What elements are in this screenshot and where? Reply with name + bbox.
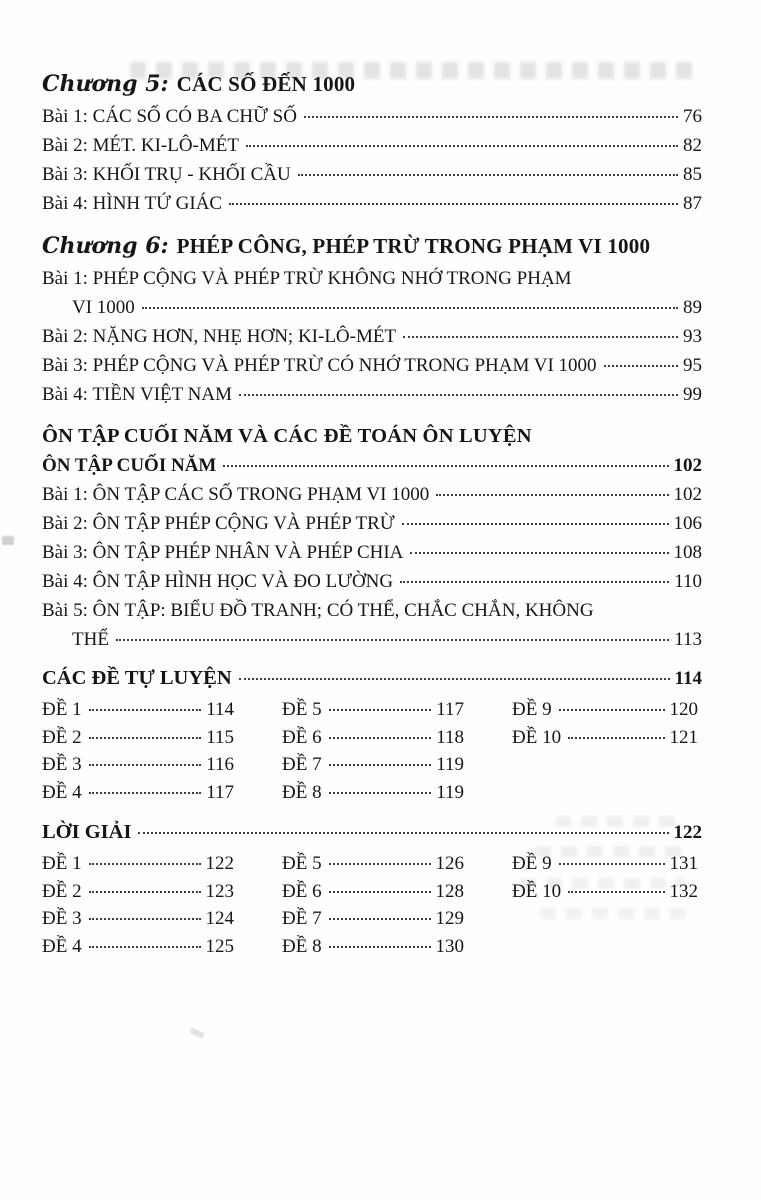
entry-page: 82: [683, 135, 702, 156]
dot-leader: [298, 174, 678, 176]
de-entry: ĐỀ 1 114: [42, 699, 234, 720]
de-entry: ĐỀ 6 128: [282, 880, 464, 902]
de-entry: ĐỀ 10 121: [512, 726, 698, 748]
entry-page: 108: [673, 542, 702, 563]
entry-label: VI 1000: [72, 297, 135, 318]
dot-leader: [229, 203, 678, 205]
entry-label: Bài 2: NẶNG HƠN, NHẸ HƠN; KI-LÔ-MÉT: [42, 326, 397, 347]
dot-leader: [89, 764, 202, 766]
entry-page: 89: [683, 297, 702, 318]
toc-entry: [42, 102, 702, 131]
dot-leader: [89, 918, 201, 920]
dot-leader: [246, 145, 678, 147]
dot-leader: [329, 764, 432, 766]
dot-leader: [402, 523, 669, 525]
toc-entry-continuation: [42, 293, 702, 322]
entry-page: 95: [683, 355, 702, 376]
entry-label: Bài 2: ÔN TẬP PHÉP CỘNG VÀ PHÉP TRỪ: [42, 513, 395, 534]
toc-entry: [42, 131, 702, 160]
entry-label: Bài 1: PHÉP CỘNG VÀ PHÉP TRỪ KHÔNG NHỚ TRONG PHẠM: [42, 268, 572, 289]
practice-col-1: [42, 696, 234, 806]
entry-label: Bài 5: ÔN TẬP: BIỂU ĐỒ TRANH; CÓ THỂ, CHẮC CHẮN, KHÔNG: [42, 600, 594, 621]
dot-leader: [142, 307, 678, 309]
dot-leader: [89, 891, 201, 893]
entry-label: Bài 2: MÉT. KI-LÔ-MÉT: [42, 135, 239, 156]
entry-label: Bài 3: PHÉP CỘNG VÀ PHÉP TRỪ CÓ NHỚ TRONG PHẠM VI 1000: [42, 355, 597, 376]
entry-page: 106: [673, 513, 702, 534]
practice-heading-row: [42, 664, 702, 693]
entry-label: Bài 3: ÔN TẬP PHÉP NHÂN VÀ PHÉP CHIA: [42, 542, 404, 563]
dot-leader: [329, 792, 432, 794]
entry-page: 87: [683, 193, 702, 214]
de-entry: ĐỀ 3 116: [42, 754, 234, 775]
entry-page: 122: [673, 822, 702, 843]
toc-content: [42, 56, 702, 960]
dot-leader: [138, 832, 668, 834]
toc-entry: [42, 160, 702, 189]
chapter-6-title: PHÉP CÔNG, PHÉP TRỪ TRONG PHẠM VI 1000: [176, 234, 651, 258]
de-entry: ĐỀ 9 131: [512, 853, 698, 874]
entry-page: 76: [683, 106, 702, 127]
review-subheading-row: [42, 451, 702, 480]
dot-leader: [559, 709, 665, 711]
dot-leader: [89, 709, 202, 711]
de-entry: ĐỀ 7 119: [282, 754, 464, 775]
de-entry: ĐỀ 4 125: [42, 935, 234, 957]
dot-leader: [329, 918, 431, 920]
solutions-col-2: [282, 850, 464, 960]
practice-col-3: [512, 696, 698, 806]
entry-page: 114: [674, 668, 702, 689]
dot-leader: [239, 394, 678, 396]
scan-smudge: [189, 1027, 204, 1038]
entry-label: ÔN TẬP CUỐI NĂM: [42, 455, 217, 476]
section-title: CÁC ĐỀ TỰ LUYỆN: [42, 667, 232, 689]
dot-leader: [400, 581, 669, 583]
de-entry: ĐỀ 2 123: [42, 880, 234, 902]
dot-leader: [403, 336, 678, 338]
dot-leader: [304, 116, 678, 118]
dot-leader: [89, 792, 202, 794]
entry-label: Bài 4: TIỀN VIỆT NAM: [42, 384, 232, 405]
dot-leader: [329, 946, 431, 948]
dot-leader: [116, 639, 669, 641]
dot-leader: [568, 737, 664, 739]
de-entry: ĐỀ 8 130: [282, 935, 464, 957]
dot-leader: [239, 678, 670, 680]
de-entry: ĐỀ 1 122: [42, 853, 234, 874]
de-entry: ĐỀ 8 119: [282, 781, 464, 803]
toc-entry: [42, 189, 702, 218]
entry-page: 113: [674, 629, 702, 650]
dot-leader: [329, 891, 431, 893]
toc-entry: [42, 480, 702, 509]
dot-leader: [89, 863, 201, 865]
section-title: LỜI GIẢI: [42, 821, 132, 843]
entry-label: Bài 4: ÔN TẬP HÌNH HỌC VÀ ĐO LƯỜNG: [42, 571, 394, 592]
review-section-heading: ÔN TẬP CUỐI NĂM VÀ CÁC ĐỀ TOÁN ÔN LUYỆN: [42, 425, 532, 447]
entry-page: 102: [673, 484, 702, 505]
entry-page: 85: [683, 164, 702, 185]
entry-label: THỂ: [72, 629, 109, 650]
solutions-col-3: [512, 850, 698, 960]
de-entry: ĐỀ 9 120: [512, 699, 698, 720]
de-entry: ĐỀ 4 117: [42, 781, 234, 803]
toc-entry: [42, 596, 702, 625]
chapter-6-prefix: Chương 6:: [42, 233, 169, 259]
dot-leader: [329, 709, 432, 711]
entry-label: Bài 3: KHỐI TRỤ - KHỐI CẦU: [42, 164, 291, 185]
solutions-heading-row: [42, 818, 702, 847]
chapter-5-title: CÁC SỐ ĐẾN 1000: [176, 72, 356, 96]
entry-page: 93: [683, 326, 702, 347]
scan-smudge: [2, 536, 14, 545]
de-entry: ĐỀ 7 129: [282, 908, 464, 929]
practice-col-2: [282, 696, 464, 806]
solutions-grid: [42, 850, 702, 960]
dot-leader: [559, 863, 665, 865]
solutions-col-1: [42, 850, 234, 960]
toc-entry: [42, 538, 702, 567]
entry-label: Bài 1: ÔN TẬP CÁC SỐ TRONG PHẠM VI 1000: [42, 484, 430, 505]
toc-entry: [42, 567, 702, 596]
dot-leader: [436, 494, 668, 496]
entry-page: 110: [674, 571, 702, 592]
de-entry: ĐỀ 3 124: [42, 908, 234, 929]
de-entry: ĐỀ 5 126: [282, 853, 464, 874]
de-entry: ĐỀ 6 118: [282, 726, 464, 748]
de-entry: ĐỀ 5 117: [282, 699, 464, 720]
toc-entry: [42, 509, 702, 538]
toc-entry-continuation: [42, 625, 702, 654]
dot-leader: [410, 552, 668, 554]
dot-leader: [329, 737, 432, 739]
dot-leader: [223, 465, 668, 467]
practice-grid: [42, 696, 702, 806]
entry-label: Bài 4: HÌNH TỨ GIÁC: [42, 193, 223, 214]
dot-leader: [89, 737, 202, 739]
entry-page: 102: [673, 455, 702, 476]
toc-entry: [42, 264, 702, 293]
dot-leader: [89, 946, 201, 948]
de-entry: ĐỀ 10 132: [512, 880, 698, 902]
de-entry: ĐỀ 2 115: [42, 726, 234, 748]
dot-leader: [329, 863, 431, 865]
chapter-5-prefix: Chương 5:: [42, 71, 169, 97]
chapter-5-heading: [42, 69, 702, 99]
toc-entry: [42, 322, 702, 351]
toc-entry: [42, 351, 702, 380]
dot-leader: [604, 365, 678, 367]
chapter-6-heading: [42, 231, 702, 261]
dot-leader: [568, 891, 664, 893]
entry-page: 99: [683, 384, 702, 405]
entry-label: Bài 1: CÁC SỐ CÓ BA CHỮ SỐ: [42, 106, 297, 127]
toc-entry: [42, 380, 702, 409]
